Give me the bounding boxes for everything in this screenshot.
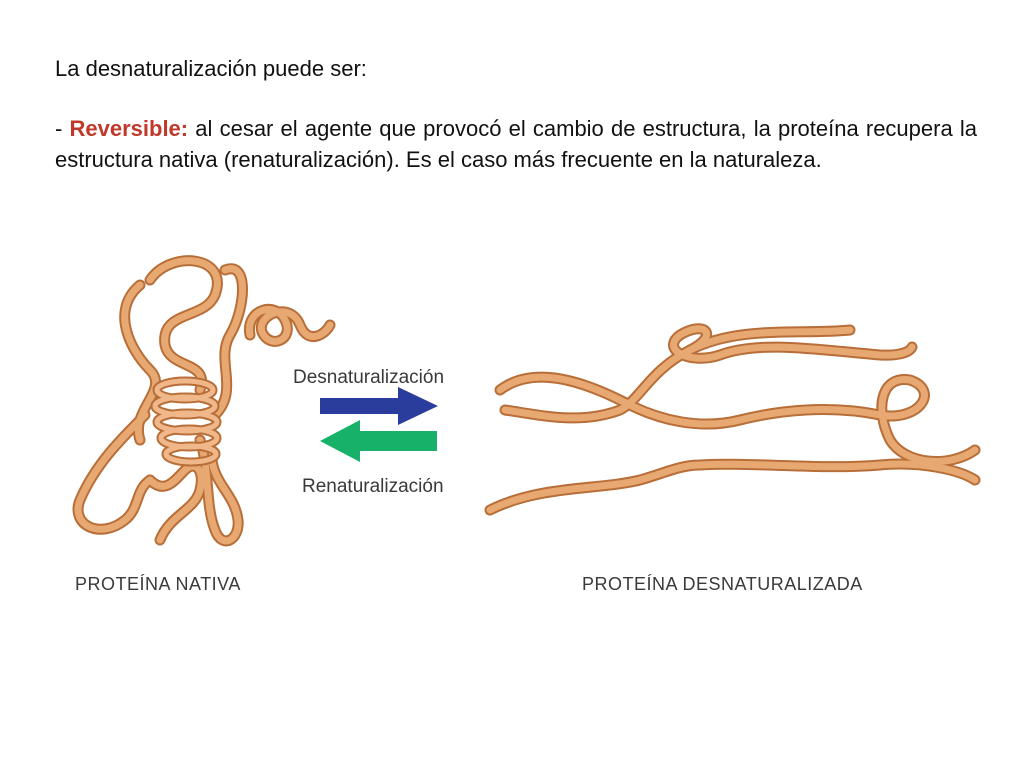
native-protein-caption: PROTEÍNA NATIVA xyxy=(75,574,241,594)
left-arrow-icon xyxy=(320,420,437,462)
reversible-description: al cesar el agente que provocó el cambio de estructura, la proteína recupera la estructura nativa (renaturalización). Es el caso más frecuente en la naturaleza. xyxy=(55,116,977,172)
denaturation-figure xyxy=(0,240,1024,620)
denatured-protein-ribbon-icon xyxy=(490,329,975,510)
renaturalizacion-label: Renaturalización xyxy=(302,476,444,497)
intro-text: La desnaturalización puede ser: xyxy=(55,56,367,81)
reversible-paragraph xyxy=(55,113,977,175)
bullet-dash: - xyxy=(55,116,63,141)
right-arrow-icon xyxy=(320,387,438,425)
figure-svg xyxy=(0,240,1024,620)
reversible-term: Reversible: xyxy=(69,116,189,141)
native-protein-ribbon-icon xyxy=(78,261,330,541)
desnaturalizacion-label: Desnaturalización xyxy=(293,367,445,388)
denatured-protein-caption: PROTEÍNA DESNATURALIZADA xyxy=(582,574,863,594)
